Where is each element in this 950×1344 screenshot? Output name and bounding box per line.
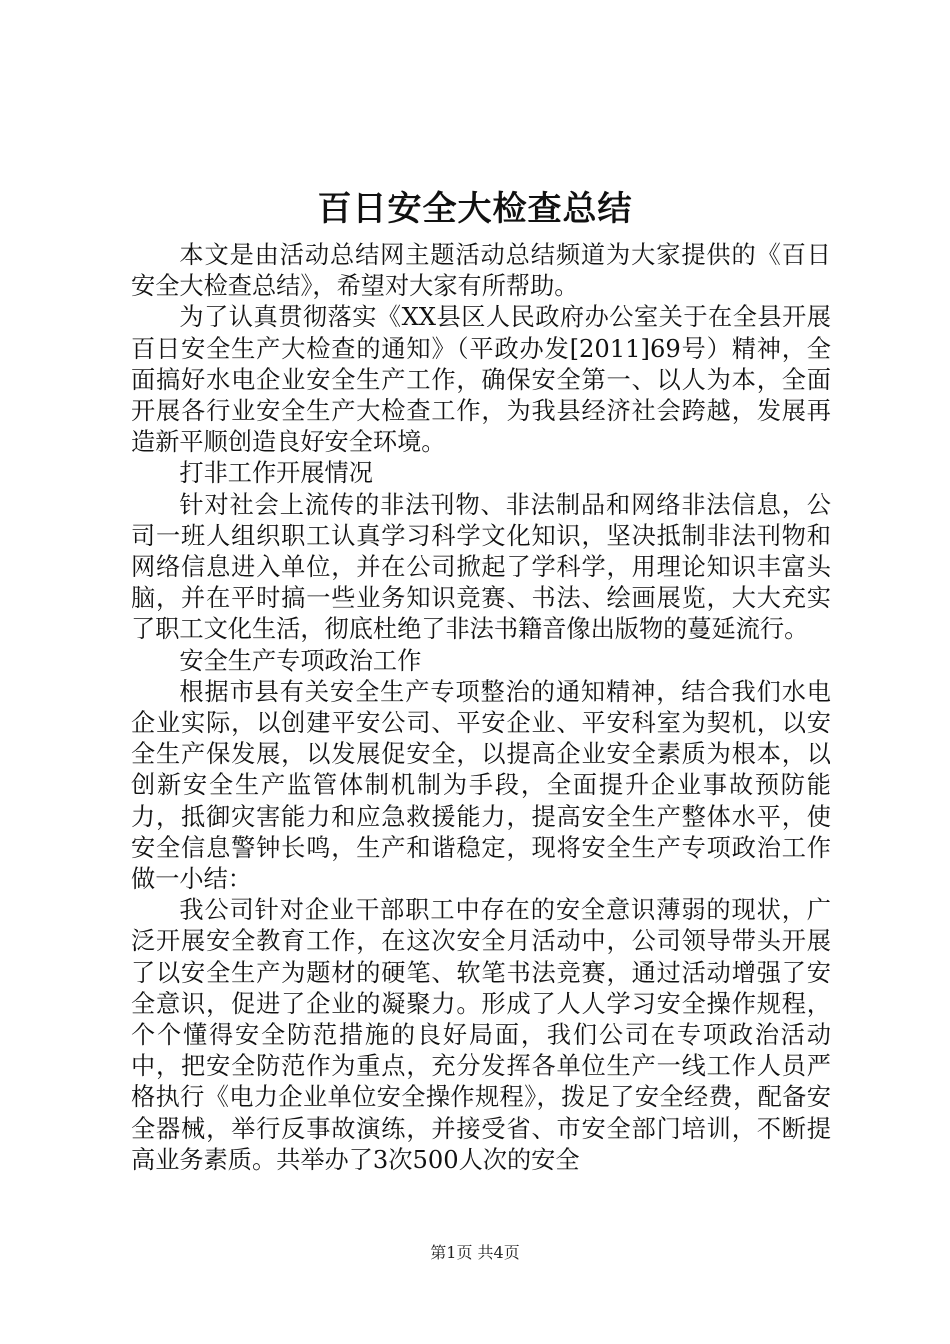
- paragraph-anti-illegal: 针对社会上流传的非法刊物、非法制品和网络非法信息，公司一班人组织职工认真学习科学文化知识，坚决抵制非法刊物和网络信息进入单位，并在公司掀起了学科学，用理论知识丰富头脑，并在平时搞一些业务知识竞赛、书法、绘画展览，大大充实了职工文化生活，彻底杜绝了非法书籍音像出版物的蔓延流行。: [131, 490, 831, 644]
- paragraph-purpose: 为了认真贯彻落实《XX县区人民政府办公室关于在全县开展百日安全生产大检查的通知》（平政办发[2011]69号）精神，全面搞好水电企业安全生产工作，确保安全第一、以人为本，全面开展各行业安全生产大检查工作，为我县经济社会跨越，发展再造新平顺创造良好安全环境。: [131, 303, 831, 457]
- page-footer: 第1页 共4页: [430, 1243, 520, 1262]
- section-heading-anti-illegal: 打非工作开展情况: [179, 459, 373, 488]
- document-body: [131, 240, 831, 1176]
- paragraph-safety-special: 根据市县有关安全生产专项整治的通知精神，结合我们水电企业实际，以创建平安公司、平安企业、平安科室为契机，以安全生产保发展，以发展促安全，以提高企业安全素质为根本，以创新安全生产监管体制机制为手段，全面提升企业事故预防能力，抵御灾害能力和应急救援能力，提高安全生产整体水平，使安全信息警钟长鸣，生产和谐稳定，现将安全生产专项政治工作做一小结：: [131, 677, 831, 894]
- section-heading-safety-special: 安全生产专项政治工作: [179, 646, 422, 675]
- document-title: 百日安全大检查总结: [317, 189, 633, 229]
- paragraph-safety-education: 我公司针对企业干部职工中存在的安全意识薄弱的现状，广泛开展安全教育工作，在这次安全月活动中，公司领导带头开展了以安全生产为题材的硬笔、软笔书法竞赛，通过活动增强了安全意识，促进了企业的凝聚力。形成了人人学习安全操作规程，个个懂得安全防范措施的良好局面，我们公司在专项政治活动中，把安全防范作为重点，充分发挥各单位生产一线工作人员严格执行《电力企业单位安全操作规程》，拨足了安全经费，配备安全器械，举行反事故演练，并接受省、市安全部门培训，不断提高业务素质。共举办了3次500人次的安全: [131, 896, 831, 1174]
- paragraph-intro: 本文是由活动总结网主题活动总结频道为大家提供的《百日安全大检查总结》，希望对大家有所帮助。: [131, 241, 831, 301]
